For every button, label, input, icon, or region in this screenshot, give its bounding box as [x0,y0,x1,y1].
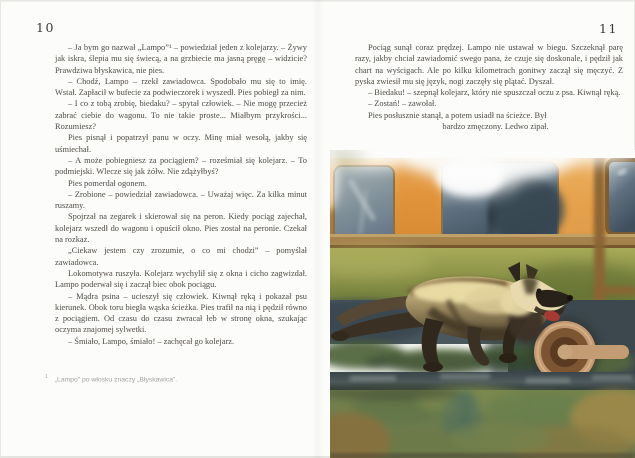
paragraph: Pociąg sunął coraz prędzej. Lampo nie ustawał w biegu. Szczeknął parę razy, jakby chciał zawiadomić swego pana, że czuje się doskonale, i pędził jak chart na wyścigach. Ale po kilku kilometrach gonitwy zaczął się męczyć. Z pyska zwiesił mu się język, nogi zaczęły się plątać. Dyszał. [355,43,623,86]
paragraph: – Mądra psina – ucieszył się człowiek. Kiwnął ręką i pokazał psu kierunek. Obok toru biegła wąska ścieżka. Pies trafił na nią i pędził równo z pociągiem. Od czasu do czasu zwracał łeb w stronę okna, szukając oczyma znajomej sylwetki. [55,291,307,335]
paragraph: – Biedaku! – szepnął kolejarz, który nie spuszczał oczu z psa. Kiwnął ręką. [368,88,621,98]
left-page-text [55,42,307,347]
footnote-marker: 1 [45,374,48,380]
ground [330,385,635,458]
paragraph: – Zrobione – powiedział zawiadowca. – Uważaj więc. Za kilka minut ruszamy. [55,189,307,211]
paragraph: Spojrzał na zegarek i skierował się na peron. Kiedy pociąg zajechał, kolejarz wszedł do wagonu i opuścił okno. Pies został na peronie. Czekał na rozkaz. [55,212,307,245]
paragraph: Pies posłusznie stanął, a potem usiadł na ścieżce. Był [368,110,547,120]
paragraph: – Śmiało, Lampo, śmiało! – zachęcał go kolejarz. [68,336,235,346]
paragraph: – I co z tobą zrobię, biedaku? – spytał człowiek. – Nie mogę przecież zabrać ciebie do wagonu. To nie takie proste... Miałbym przykrości... Rozumiesz? [55,99,307,132]
paragraph: Pies pisnął i popatrzył panu w oczy. Minę miał wesołą, jakby się uśmiechał. [55,133,307,154]
dog-eye [537,289,542,294]
right-page-text [355,42,623,132]
paragraph: – Ja bym go nazwał „Lampo”¹ – powiedział jeden z kolejarzy. – Żywy jak iskra, ślepia mu się świecą, a na grzbiecie ma jasną pręgę – widzicie? Prawdziwa błyskawica, nie pies. [55,43,307,75]
paragraph-centered: bardzo zmęczony. Ledwo zipał. [442,122,549,132]
paragraph: – A może pobiegniesz za pociągiem? – roześmiał się kolejarz. – To podmiejski. Wlecze się jak żółw. Nie zdążyłbyś? [55,155,307,177]
page-number-right: 11 [599,21,618,36]
train-window-right [607,160,635,234]
footnote [45,374,295,383]
page-gutter [312,0,324,458]
paragraph: – Zostań! – zawołał. [368,99,437,109]
paragraph: „Ciekaw jestem czy zrozumie, o co mi chodzi” – pomyślał zawiadowca. [55,246,307,267]
page-number-left: 10 [36,20,55,35]
wheel-rod [563,345,629,359]
paragraph: Pies pomerdał ogonem. [68,178,147,188]
paragraph: – Chodź, Lampo – rzekł zawiadowca. Spodobało mu się to imię. Wstał. Zapłacił w bufecie za podwieczorek i wyszedł. Pies pobiegł za nim. [55,76,307,98]
dog-nose [567,295,573,301]
footnote-text: „Lampo” po włosku znaczy „Błyskawica”. [54,376,178,384]
paragraph: Lokomotywa ruszyła. Kolejarz wychylił się z okna i cicho zagwizdał. Lampo poderwał się i zaczął biec obok pociągu. [55,268,307,290]
illustration-dog-and-train [330,150,635,458]
